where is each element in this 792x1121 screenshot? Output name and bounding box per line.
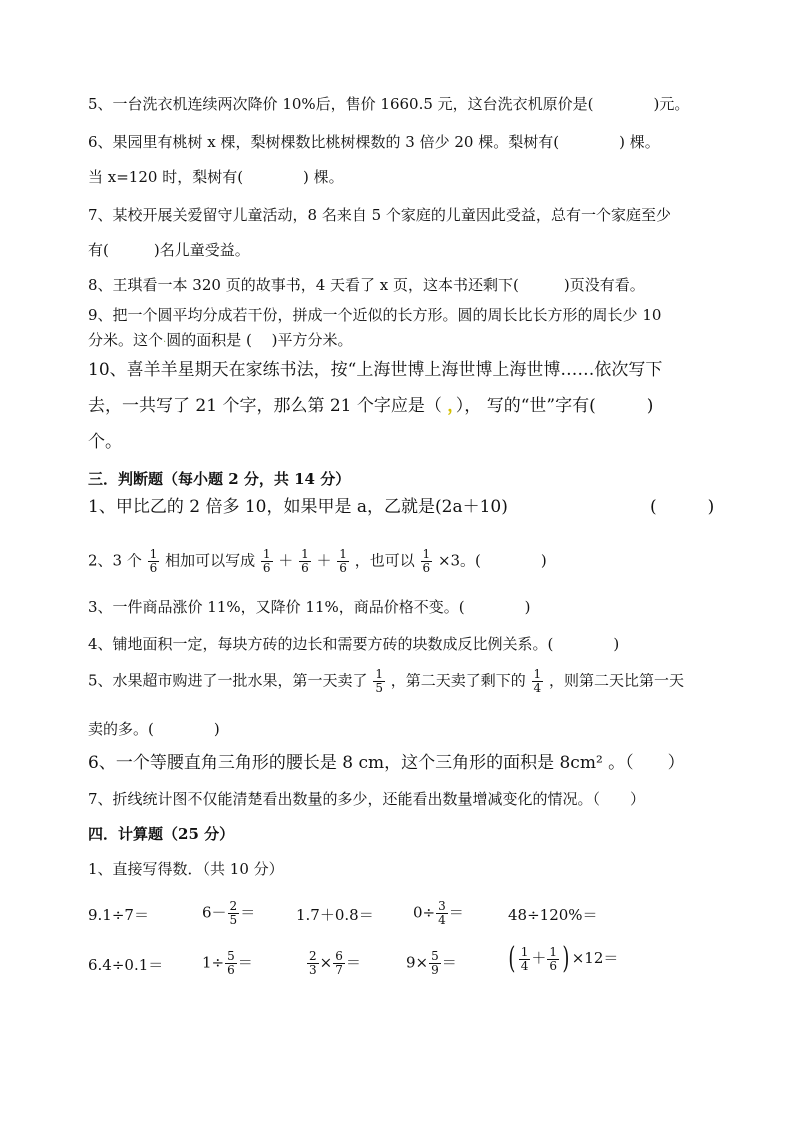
denominator: 6: [301, 561, 309, 575]
equals-sign: ＝: [345, 953, 361, 972]
numerator: 1: [339, 547, 347, 561]
numerator: 1: [549, 944, 558, 959]
equals-sign: ＝: [240, 903, 256, 922]
denominator: 3: [309, 963, 317, 977]
equals-sign: ＝: [441, 953, 457, 972]
judge-2-mid1: 相加可以写成: [165, 551, 256, 570]
numerator: 2: [229, 899, 238, 913]
calc-text: 0÷: [413, 903, 436, 922]
denominator: 6: [149, 561, 158, 575]
calc-text: 6－: [202, 903, 227, 922]
section3-title: 三．判断题（每小题 2 分，共 14 分）: [88, 470, 351, 488]
fraction-1-6: [337, 548, 349, 575]
calc-tail: ×12＝: [571, 949, 619, 967]
judge-2-prefix: 2、3 个: [88, 551, 142, 570]
numerator: 1: [149, 547, 158, 561]
yellow-mark: ，: [447, 396, 456, 416]
fraction: [429, 950, 441, 977]
denominator: 6: [339, 561, 347, 575]
fill-q9-line1: 9、把一个圆平均分成若干份，拼成一个近似的长方形。圆的周长比长方形的周长少 10: [88, 306, 662, 324]
judge-6: 6、一个等腰直角三角形的腰长是 8 cm，这个三角形的面积是 8cm² 。（ ）: [88, 753, 685, 773]
judge-5-prefix: 5、水果超市购进了一批水果，第一天卖了: [88, 671, 368, 690]
green-mark: ·: [163, 337, 167, 348]
fill-q5: 5、一台洗衣机连续两次降价 10%后，售价 1660.5 元，这台洗衣机原价是( )元。: [88, 95, 690, 113]
judge-2-mid2: ，也可以: [354, 551, 415, 570]
calc-r2c3: [306, 950, 361, 977]
fraction-1-6: [261, 548, 273, 575]
judge-1: 1、甲比乙的 2 倍多 10，如果甲是 a，乙就是(2a＋10): [88, 497, 508, 517]
judge-5-line2: 卖的多。( ): [88, 720, 220, 738]
denominator: 9: [431, 963, 439, 977]
calc-r2c5: [506, 941, 619, 976]
denominator: 5: [229, 913, 238, 927]
denominator: 4: [533, 681, 542, 695]
calc-r1c1: 9.1÷7＝: [88, 906, 149, 924]
denominator: 4: [438, 913, 446, 927]
calc-r2c4: [406, 950, 457, 977]
numerator: 5: [431, 949, 439, 963]
plus-sign: ＋: [316, 551, 332, 570]
judge-3: 3、一件商品涨价 11%，又降价 11%，商品价格不变。( ): [88, 598, 531, 616]
denominator: 6: [549, 958, 558, 973]
calc-r2c2: [202, 950, 253, 977]
denominator: 4: [520, 958, 529, 973]
denominator: 6: [262, 561, 271, 575]
numerator: 1: [375, 667, 383, 681]
denominator: 7: [335, 963, 343, 977]
fraction: [547, 946, 559, 973]
calc-r2c1: 6.4÷0.1＝: [88, 956, 164, 974]
denominator: 5: [375, 681, 383, 695]
plus-sign: ＋: [531, 949, 547, 967]
numerator: 1: [301, 547, 309, 561]
fraction-1-6: [421, 548, 433, 575]
numerator: 1: [520, 944, 529, 959]
calc-r1c2: [202, 900, 255, 927]
fraction: [436, 900, 448, 927]
fill-q10-text-b: ）， 写的“世”字有( ): [455, 396, 654, 416]
fill-q7-line1: 7、某校开展关爱留守儿童活动，8 名来自 5 个家庭的儿童因此受益，总有一个家庭至少: [88, 206, 671, 224]
calc-r1c3: 1.7＋0.8＝: [296, 906, 374, 924]
calc-subtitle: 1、直接写得数．（共 10 分）: [88, 860, 284, 878]
fill-q9-text-a: 分米。这个: [88, 331, 164, 349]
fill-q10-line2: [88, 396, 653, 417]
fraction: [307, 950, 319, 977]
judge-2: [88, 548, 547, 575]
equals-sign: ＝: [448, 903, 464, 922]
numerator: 3: [438, 899, 446, 913]
fill-q9-line2: [88, 331, 352, 352]
calc-text: 1÷: [202, 953, 225, 972]
judge-2-suffix: ×3。( ): [437, 551, 547, 570]
judge-1-paren: ( ): [650, 497, 715, 517]
fill-q7-line2: 有( )名儿童受益。: [88, 241, 250, 259]
fill-q8: 8、王琪看一本 320 页的故事书，4 天看了 x 页，这本书还剩下( )页没有看。: [88, 276, 645, 294]
judge-5-suffix: ，则第二天比第一天: [548, 671, 684, 690]
fraction: [519, 946, 531, 973]
plus-sign: ＋: [278, 551, 294, 570]
fill-q6-line2: 当 x=120 时，梨树有( ) 棵。: [88, 168, 344, 186]
left-paren: (: [508, 941, 516, 976]
fill-q9-text-b: 圆的面积是 ( )平方分米。: [166, 331, 353, 349]
fraction-1-5: [373, 668, 385, 695]
judge-5: [88, 668, 684, 695]
fraction: [225, 950, 237, 977]
calc-text: 9×: [406, 953, 429, 972]
fraction-1-6: [148, 548, 160, 575]
equals-sign: ＝: [237, 953, 253, 972]
right-paren: ): [562, 941, 570, 976]
fraction: [333, 950, 345, 977]
fraction-1-4: [532, 668, 544, 695]
denominator: 6: [227, 963, 235, 977]
judge-5-mid: ，第二天卖了剩下的: [390, 671, 526, 690]
fill-q10-line1: 10、喜羊羊星期天在家练书法，按“上海世博上海世博上海世博……依次写下: [88, 360, 663, 380]
times-sign: ×: [319, 953, 333, 972]
numerator: 1: [533, 667, 542, 681]
numerator: 1: [262, 547, 271, 561]
numerator: 1: [422, 547, 431, 561]
fraction-1-6: [299, 548, 311, 575]
numerator: 2: [309, 949, 317, 963]
fill-q6-line1: 6、果园里有桃树 x 棵，梨树棵数比桃树棵数的 3 倍少 20 棵。梨树有( ) 棵。: [88, 133, 660, 151]
calc-r1c5: 48÷120%＝: [508, 906, 598, 924]
denominator: 6: [422, 561, 431, 575]
judge-4: 4、铺地面积一定，每块方砖的边长和需要方砖的块数成反比例关系。( ): [88, 635, 620, 653]
section4-title: 四．计算题（25 分）: [88, 825, 235, 843]
numerator: 6: [335, 949, 343, 963]
fraction: [228, 900, 240, 927]
fill-q10-line3: 个。: [88, 432, 122, 452]
numerator: 5: [227, 949, 235, 963]
judge-7: 7、折线统计图不仅能清楚看出数量的多少，还能看出数量增减变化的情况。（ ）: [88, 790, 646, 808]
fill-q10-text-a: 去，一共写了 21 个字，那么第 21 个字应是（: [88, 396, 448, 416]
calc-r1c4: [413, 900, 464, 927]
